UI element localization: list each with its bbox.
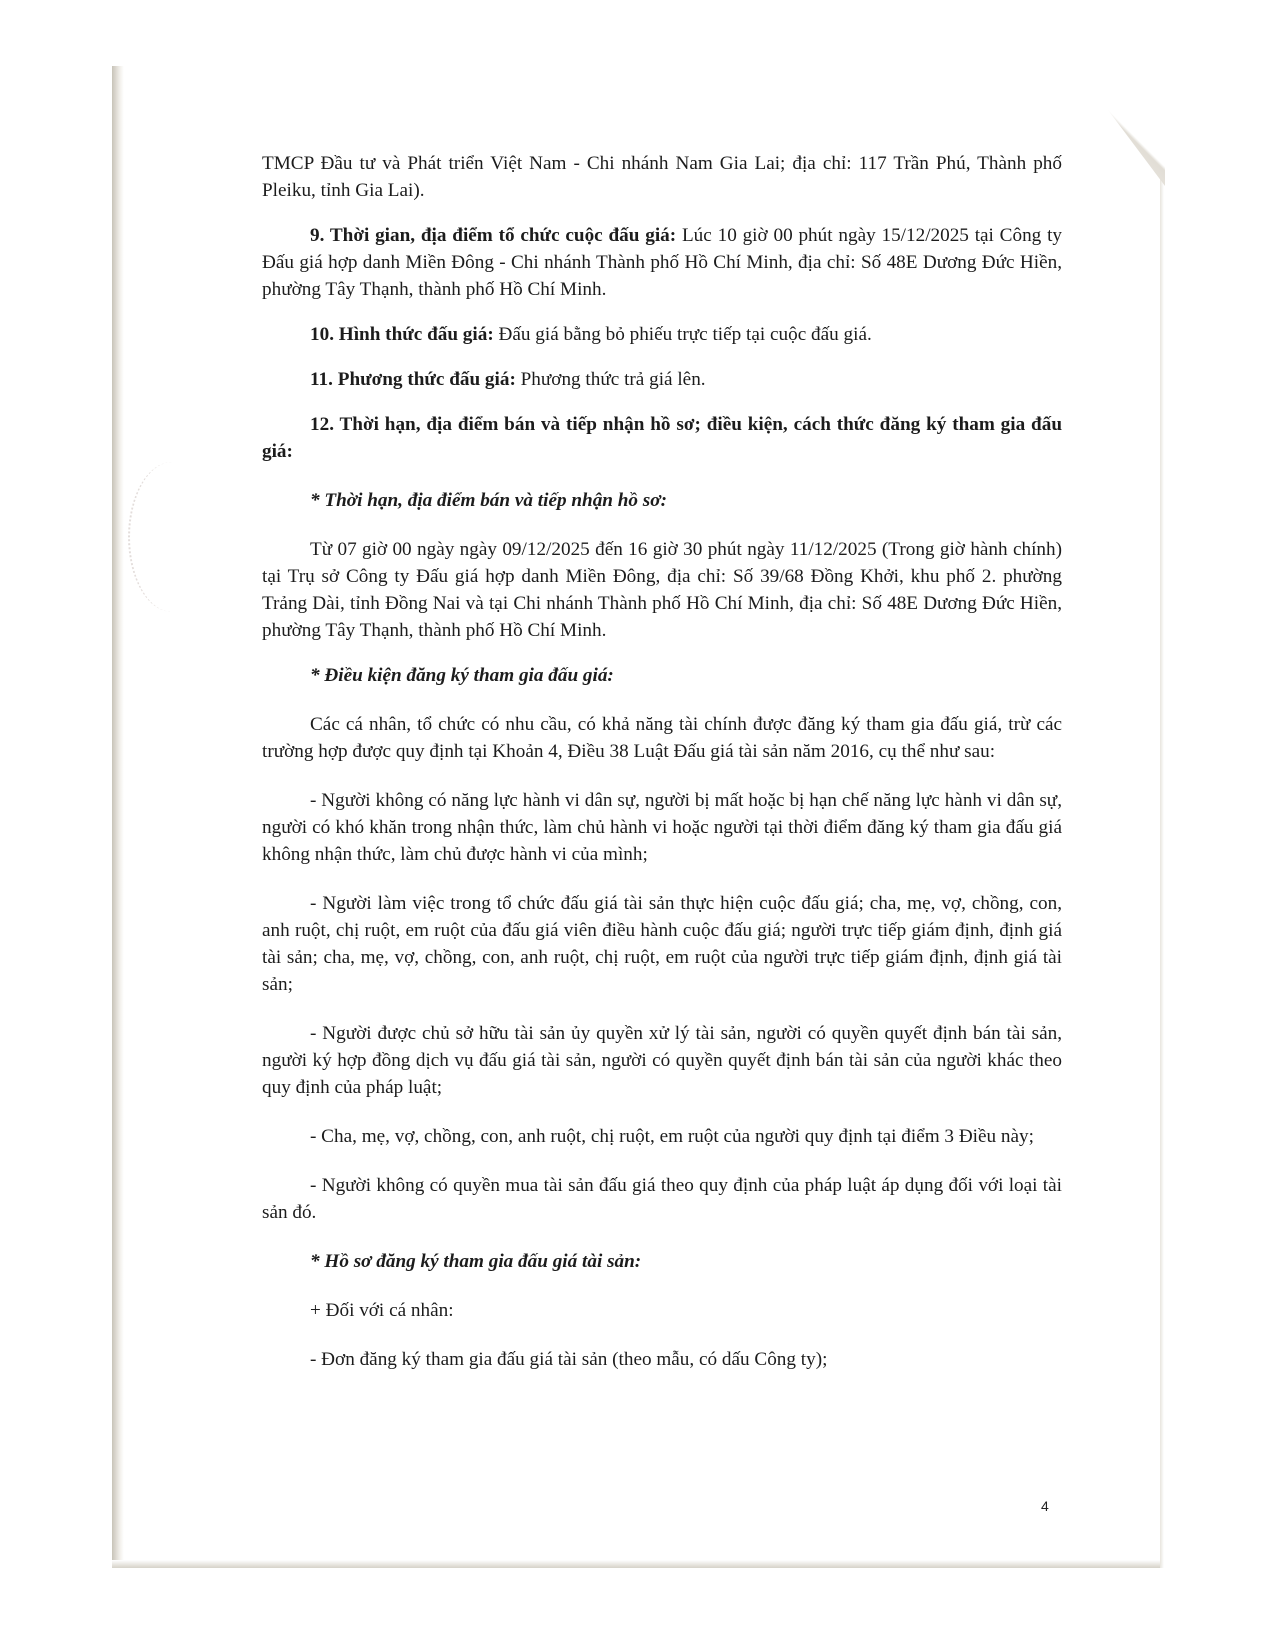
- folded-corner: [1075, 66, 1165, 186]
- document-body: [262, 150, 1062, 1373]
- page-right-edge: [1160, 66, 1164, 1568]
- section-9-body: Lúc 10 giờ 00 phút ngày 15/12/2025 tại Công ty Đấu giá hợp danh Miền Đông - Chi nhánh Thành phố Hồ Chí Minh, địa chỉ: Số 48E Dương Đức Hiền, phường Tây Thạnh, thành phố Hồ Chí Minh.: [262, 225, 1062, 300]
- section-9: [262, 222, 1062, 303]
- exclusion-item: - Người được chủ sở hữu tài sản ủy quyền xử lý tài sản, người có quyền quyết định bán tài sản, người ký hợp đồng dịch vụ đấu giá tài sản, người có quyền quyết định bán tài sản của người khác theo quy định của pháp luật;: [262, 1023, 1062, 1098]
- section-10: [262, 321, 1062, 348]
- individual-item: - Đơn đăng ký tham gia đấu giá tài sản (theo mẫu, có dấu Công ty);: [310, 1349, 828, 1370]
- individual-label: + Đối với cá nhân:: [310, 1300, 454, 1321]
- subsection-timeline-title: [262, 487, 1062, 514]
- subsection-documents-title: [262, 1248, 1062, 1275]
- section-11: [262, 366, 1062, 393]
- subsection-timeline-text: Từ 07 giờ 00 ngày ngày 09/12/2025 đến 16 giờ 30 phút ngày 11/12/2025 (Trong giờ hành chính) tại Trụ sở Công ty Đấu giá hợp danh Miền Đông, địa chỉ: Số 39/68 Đồng Khởi, khu phố 2. phường Trảng Dài, tỉnh Đồng Nai và tại Chi nhánh Thành phố Hồ Chí Minh, địa chỉ: Số 48E Dương Đức Hiền, phường Tây Thạnh, thành phố Hồ Chí Minh.: [262, 539, 1062, 641]
- exclusion-item: - Người làm việc trong tổ chức đấu giá tài sản thực hiện cuộc đấu giá; cha, mẹ, vợ, chồng, con, anh ruột, chị ruột, em ruột của đấu giá viên điều hành cuộc đấu giá; người trực tiếp giám định, định giá tài sản; cha, mẹ, vợ, chồng, con, anh ruột, chị ruột, em ruột của người trực tiếp giám định, định giá tài sản;: [262, 893, 1062, 995]
- exclusion-item: - Cha, mẹ, vợ, chồng, con, anh ruột, chị ruột, em ruột của người quy định tại điểm 3 Điều này;: [310, 1126, 1034, 1147]
- stamp-bleed-through: [128, 462, 216, 612]
- continuation-paragraph: TMCP Đầu tư và Phát triển Việt Nam - Chi nhánh Nam Gia Lai; địa chỉ: 117 Trần Phú, Thành phố Pleiku, tỉnh Gia Lai).: [262, 153, 1062, 201]
- section-10-heading: 10. Hình thức đấu giá:: [310, 324, 494, 345]
- section-11-body: Phương thức trả giá lên.: [515, 369, 706, 390]
- section-12-heading: [262, 411, 1062, 465]
- exclusion-item: - Người không có quyền mua tài sản đấu giá theo quy định của pháp luật áp dụng đối với loại tài sản đó.: [262, 1175, 1062, 1223]
- section-10-body: Đấu giá bằng bỏ phiếu trực tiếp tại cuộc đấu giá.: [493, 324, 872, 345]
- subsection-conditions-intro: Các cá nhân, tổ chức có nhu cầu, có khả năng tài chính được đăng ký tham gia đấu giá, trừ các trường hợp được quy định tại Khoản 4, Điều 38 Luật Đấu giá tài sản năm 2016, cụ thể như sau:: [262, 714, 1062, 762]
- subsection-conditions-title-text: * Điều kiện đăng ký tham gia đấu giá:: [310, 665, 614, 686]
- section-9-heading: 9. Thời gian, địa điểm tổ chức cuộc đấu giá:: [310, 225, 677, 246]
- section-11-heading: 11. Phương thức đấu giá:: [310, 369, 516, 390]
- subsection-documents-title-text: * Hồ sơ đăng ký tham gia đấu giá tài sản:: [310, 1251, 642, 1272]
- page-number: 4: [1041, 1498, 1049, 1514]
- section-12-heading-text: 12. Thời hạn, địa điểm bán và tiếp nhận hồ sơ; điều kiện, cách thức đăng ký tham gia đấu giá:: [262, 414, 1062, 462]
- subsection-conditions-title: [262, 662, 1062, 689]
- exclusion-item: - Người không có năng lực hành vi dân sự, người bị mất hoặc bị hạn chế năng lực hành vi dân sự, người có khó khăn trong nhận thức, làm chủ hành vi hoặc người tại thời điểm đăng ký tham gia đấu giá không nhận thức, làm chủ được hành vi của mình;: [262, 790, 1062, 865]
- page-bottom-edge: [112, 1560, 1162, 1568]
- subsection-timeline-title-text: * Thời hạn, địa điểm bán và tiếp nhận hồ sơ:: [310, 490, 667, 511]
- page-left-edge: [112, 66, 124, 1568]
